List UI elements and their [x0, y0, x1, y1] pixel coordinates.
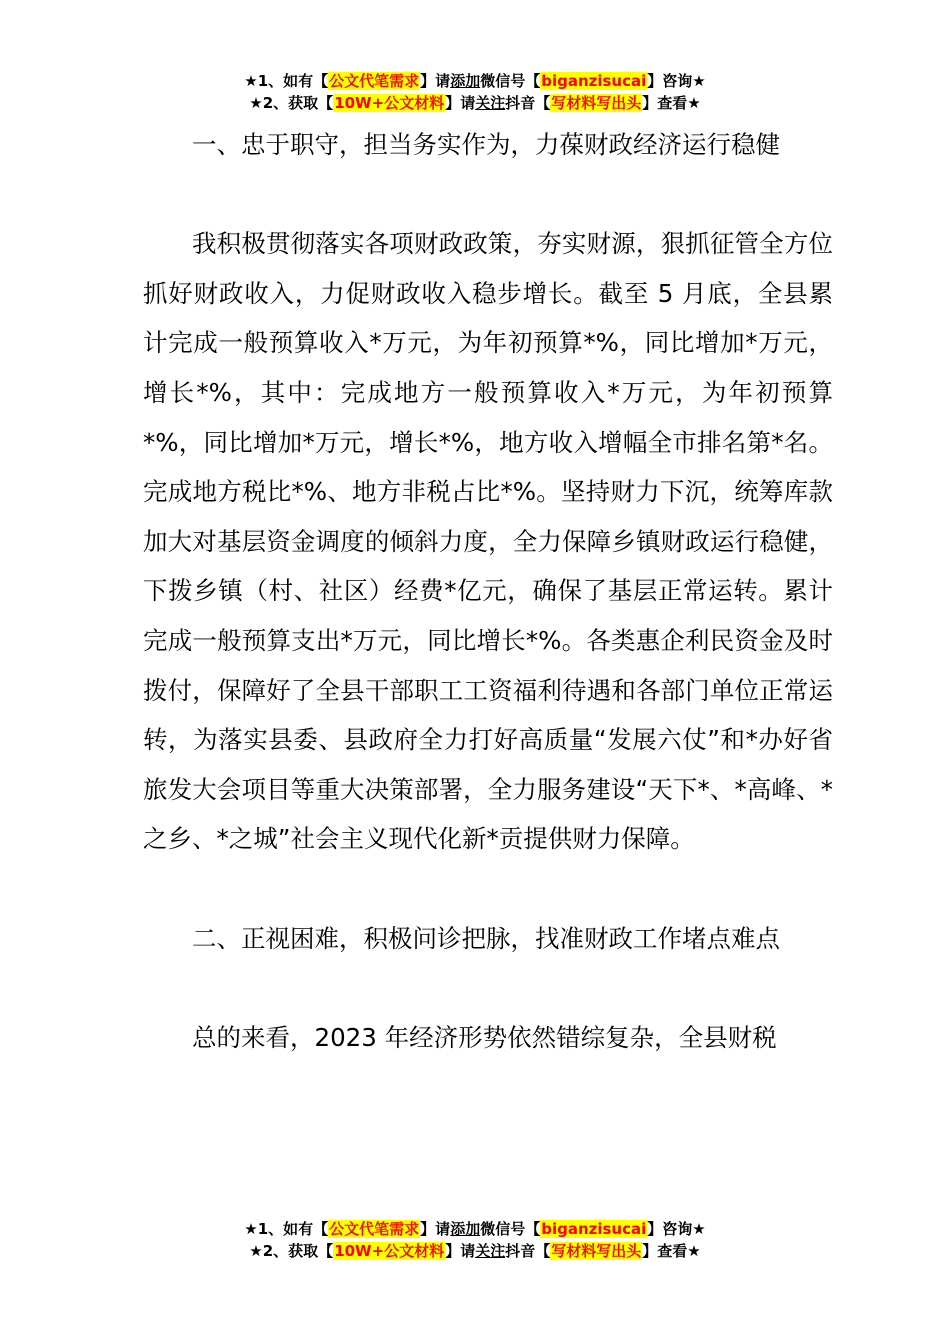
banner-highlight: 公文代笔需求 [329, 72, 420, 90]
banner-text: 抖音【 [505, 1242, 551, 1260]
banner-text: ★2、获取【 [249, 1242, 334, 1260]
banner-text: ★2、获取【 [249, 94, 334, 112]
footer-banner [0, 1218, 950, 1262]
banner-text: 】请 [445, 1242, 476, 1260]
banner-highlight: biganzisucai [541, 1220, 647, 1238]
banner-text: 】请 [445, 94, 476, 112]
banner-highlight: 写材料写出头 [551, 94, 642, 112]
banner-line-1 [0, 70, 950, 92]
body-paragraph-1: 我积极贯彻落实各项财政政策，夯实财源，狠抓征管全方位抓好财政收入，力促财政收入稳步增长。截至 5 月底，全县累计完成一般预算收入*万元，为年初预算*%，同比增加*万元，增长*%，其中：完成地方一般预算收入*万元，为年初预算*%，同比增加*万元，增长*%，地方收入增幅全市排名第*名。完成地方税比*%、地方非税占比*%。坚持财力下沉，统筹库款加大对基层资金调度的倾斜力度，全力保障乡镇财政运行稳健，下拨乡镇（村、社区）经费*亿元，确保了基层正常运转。累计完成一般预算支出*万元，同比增长*%。各类惠企利民资金及时拨付，保障好了全县干部职工工资福利待遇和各部门单位正常运转，为落实县委、县政府全力打好高质量“发展六仗”和*办好省旅发大会项目等重大决策部署，全力服务建设“天下*、*高峰、*之乡、*之城”社会主义现代化新*贡提供财力保障。 [143, 229, 833, 854]
banner-text: ★1、如有【 [244, 1220, 329, 1238]
section-heading-1: 一、忠于职守，担当务实作为，力葆财政经济运行稳健 [192, 130, 780, 159]
banner-highlight: 写材料写出头 [551, 1242, 642, 1260]
banner-text: 】咨询★ [647, 72, 706, 90]
banner-highlight: biganzisucai [541, 72, 647, 90]
banner-text: 微信号【 [480, 1220, 541, 1238]
banner-text: 】请 [420, 1220, 451, 1238]
banner-text: 】查看★ [642, 1242, 701, 1260]
banner-line-2 [0, 1240, 950, 1262]
banner-text: 微信号【 [480, 72, 541, 90]
banner-line-1 [0, 1218, 950, 1240]
body-paragraph-2: 总的来看，2023 年经济形势依然错综复杂，全县财税 [192, 1022, 777, 1052]
banner-text: 】咨询★ [647, 1220, 706, 1238]
banner-underline: 添加 [450, 1220, 481, 1238]
header-banner [0, 70, 950, 114]
banner-text: 抖音【 [505, 94, 551, 112]
banner-text: 】查看★ [642, 94, 701, 112]
banner-text: 】请 [420, 72, 451, 90]
banner-line-2 [0, 92, 950, 114]
banner-underline: 关注 [475, 1242, 506, 1260]
banner-highlight: 10W+公文材料 [334, 94, 445, 112]
banner-underline: 关注 [475, 94, 506, 112]
banner-highlight: 公文代笔需求 [329, 1220, 420, 1238]
banner-underline: 添加 [450, 72, 481, 90]
section-heading-2: 二、正视困难，积极问诊把脉，找准财政工作堵点难点 [192, 923, 780, 953]
banner-highlight: 10W+公文材料 [334, 1242, 445, 1260]
document-body [143, 120, 833, 1062]
banner-text: ★1、如有【 [244, 72, 329, 90]
